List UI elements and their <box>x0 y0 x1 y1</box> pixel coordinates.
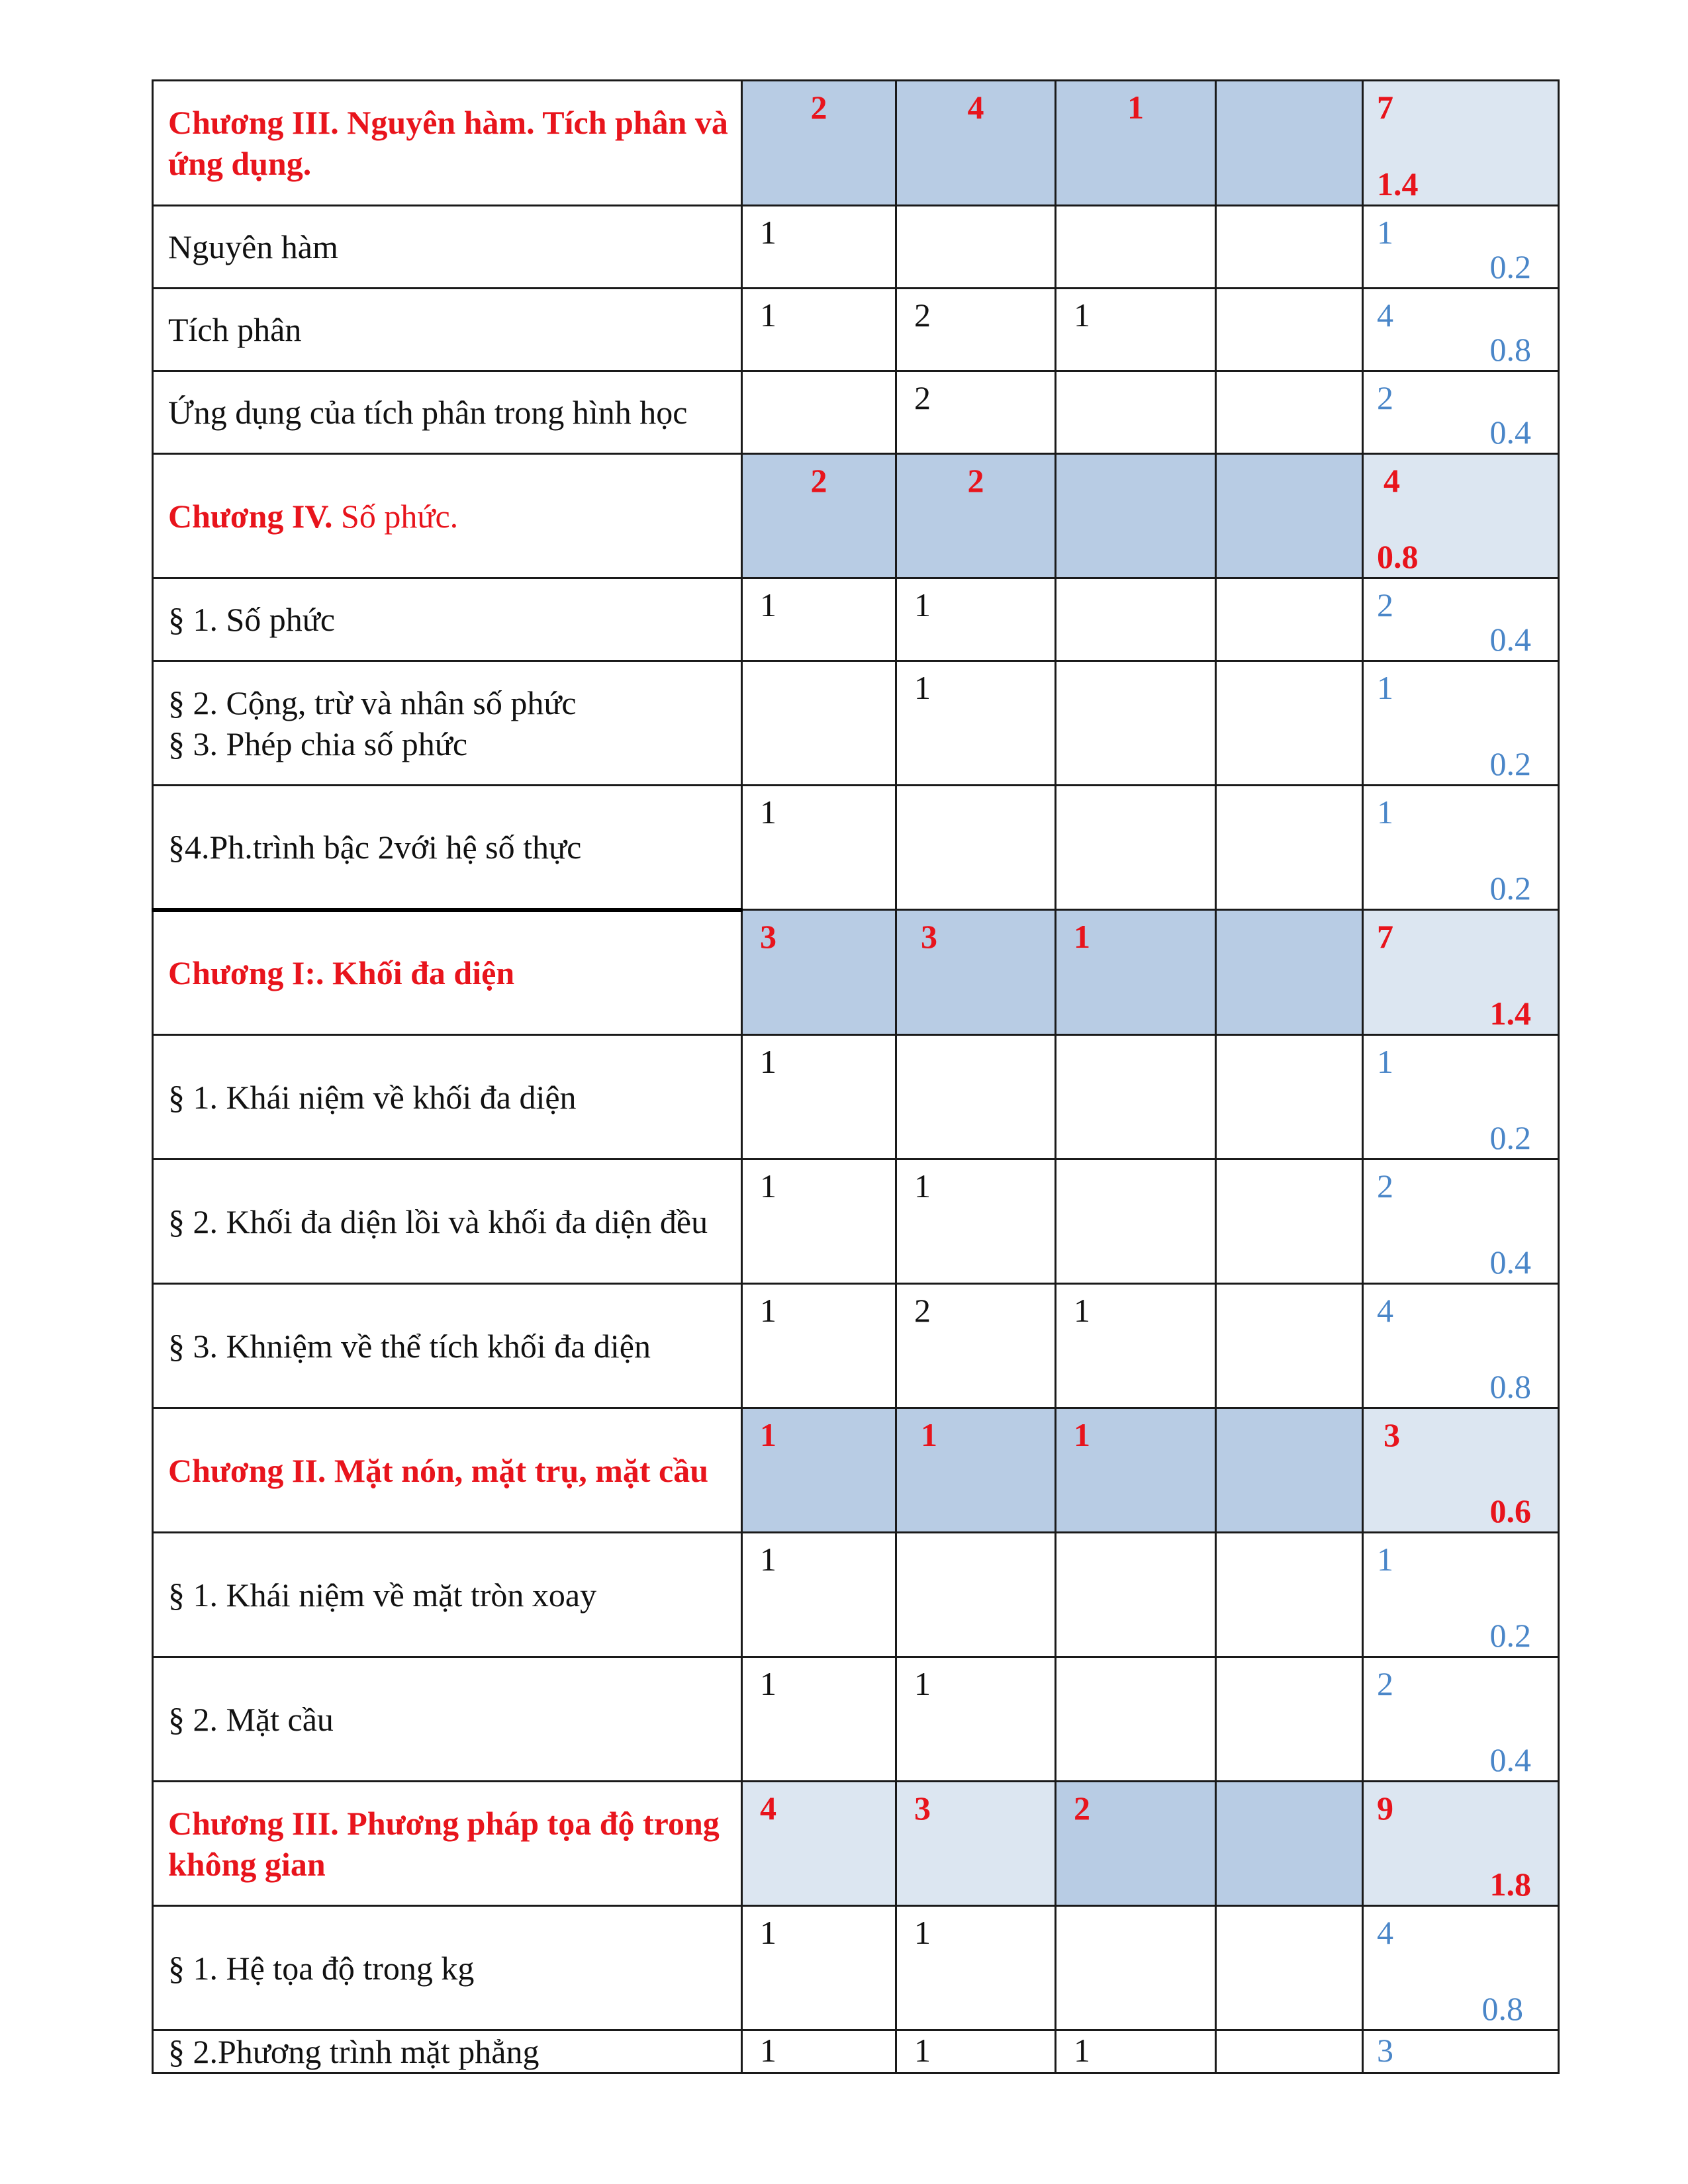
item-row <box>153 1657 1559 1782</box>
total-score: 0.4 <box>1489 621 1531 658</box>
total-count: 9 <box>1377 1790 1393 1827</box>
level-2-count: 1 <box>914 586 931 623</box>
item-title-cell <box>153 1906 742 2030</box>
level-3-count: 1 <box>1127 89 1144 126</box>
item-title-cell <box>153 1035 742 1160</box>
chapter-row <box>153 454 1559 578</box>
item-title: Nguyên hàm <box>168 228 338 265</box>
level-2-count: 1 <box>914 1167 931 1205</box>
total-score: 0.6 <box>1489 1492 1531 1529</box>
item-title-cell <box>153 578 742 661</box>
total-count: 2 <box>1377 1167 1393 1205</box>
level-2-cell <box>896 81 1056 206</box>
item-title: §4.Ph.trình bậc 2với hệ số thực <box>168 828 582 866</box>
total-count: 7 <box>1377 918 1393 955</box>
item-title: § 1. Số phức <box>168 601 336 638</box>
level-2-count: 1 <box>914 1665 931 1702</box>
level-2-count: 3 <box>914 1790 931 1827</box>
total-cell <box>1363 578 1559 661</box>
level-3-count: 1 <box>1074 1416 1090 1453</box>
total-cell <box>1363 1284 1559 1408</box>
level-2-count: 4 <box>967 89 984 126</box>
chapter-title-cell <box>153 81 742 206</box>
level-4-cell <box>1216 81 1363 206</box>
item-row <box>153 786 1559 910</box>
level-2-count: 1 <box>914 1914 931 1951</box>
total-cell <box>1363 206 1559 289</box>
item-title-cell <box>153 661 742 786</box>
level-3-count: 1 <box>1074 296 1090 334</box>
item-row <box>153 371 1559 454</box>
total-score: 0.4 <box>1489 1244 1531 1281</box>
item-row <box>153 578 1559 661</box>
total-cell <box>1363 1533 1559 1657</box>
total-count: 4 <box>1377 296 1393 334</box>
level-1-count: 1 <box>760 2032 776 2069</box>
total-count: 1 <box>1377 1541 1393 1578</box>
level-3-count: 2 <box>1074 1790 1090 1827</box>
chapter-row <box>153 81 1559 206</box>
level-1-count: 1 <box>760 214 776 251</box>
total-score: 1.4 <box>1489 995 1531 1032</box>
item-title: Tích phân <box>168 311 302 348</box>
total-cell <box>1363 289 1559 371</box>
exam-matrix-table <box>152 79 1560 2074</box>
total-count: 1 <box>1377 1043 1393 1080</box>
total-cell <box>1363 661 1559 786</box>
chapter-title-cell <box>153 454 742 578</box>
total-cell <box>1363 1035 1559 1160</box>
item-title: § 1. Khái niệm về mặt tròn xoay <box>168 1576 597 1614</box>
total-cell <box>1363 2030 1559 2073</box>
total-count: 1 <box>1377 794 1393 831</box>
chapter-title-cell <box>153 1408 742 1533</box>
level-2-count: 2 <box>914 1292 931 1329</box>
total-count: 4 <box>1377 1914 1393 1951</box>
level-1-count: 1 <box>760 1043 776 1080</box>
total-score: 0.8 <box>1481 1990 1523 2027</box>
item-row <box>153 289 1559 371</box>
total-count: 3 <box>1383 1416 1400 1453</box>
total-score: 1.4 <box>1377 165 1419 203</box>
chapter-title-bold: Chương IV. <box>168 497 333 535</box>
level-1-count: 1 <box>760 1541 776 1578</box>
total-cell <box>1363 1782 1559 1906</box>
level-2-count: 2 <box>914 296 931 334</box>
item-title-cell <box>153 1160 742 1284</box>
chapter-title: Chương I:. Khối đa diện <box>168 954 515 991</box>
total-score: 0.2 <box>1489 745 1531 782</box>
item-row <box>153 661 1559 786</box>
item-row <box>153 206 1559 289</box>
total-count: 2 <box>1377 586 1393 623</box>
item-title: § 2. Cộng, trừ và nhân số phức § 3. Phép chia số phức <box>168 684 577 762</box>
level-1-count: 2 <box>810 89 827 126</box>
level-3-count: 1 <box>1074 918 1090 955</box>
item-title-cell <box>153 1657 742 1782</box>
level-1-count: 1 <box>760 1914 776 1951</box>
chapter-title-cell <box>153 1782 742 1906</box>
total-cell <box>1363 1906 1559 2030</box>
total-score: 0.8 <box>1489 331 1531 368</box>
total-score: 1.8 <box>1489 1866 1531 1903</box>
item-title-cell <box>153 1284 742 1408</box>
total-count: 2 <box>1377 379 1393 416</box>
item-row <box>153 1160 1559 1284</box>
chapter-title <box>168 496 730 537</box>
item-title-cell <box>153 1533 742 1657</box>
item-row <box>153 2030 1559 2073</box>
total-cell <box>1363 1657 1559 1782</box>
item-title-cell <box>153 206 742 289</box>
level-1-count: 1 <box>760 1292 776 1329</box>
level-1-count: 1 <box>760 586 776 623</box>
level-2-count: 2 <box>967 462 984 499</box>
total-score: 0.2 <box>1489 870 1531 907</box>
chapter-row <box>153 910 1559 1035</box>
total-cell <box>1363 81 1559 206</box>
total-score: 0.2 <box>1489 1617 1531 1654</box>
chapter-row <box>153 1408 1559 1533</box>
level-3-count: 1 <box>1074 2032 1090 2069</box>
item-title: § 1. Khái niệm về khối đa diện <box>168 1078 577 1116</box>
total-score: 0.2 <box>1489 1119 1531 1156</box>
total-score: 0.8 <box>1377 538 1419 575</box>
total-score: 0.4 <box>1489 1741 1531 1778</box>
item-row <box>153 1533 1559 1657</box>
total-count: 1 <box>1377 669 1393 706</box>
item-title: § 1. Hệ tọa độ trong kg <box>168 1949 475 1987</box>
level-1-count: 1 <box>760 296 776 334</box>
item-title: Ứng dụng của tích phân trong hình học <box>168 394 688 431</box>
total-score: 0.4 <box>1489 414 1531 451</box>
level-1-count: 2 <box>810 462 827 499</box>
level-1-count: 1 <box>760 794 776 831</box>
level-1-cell <box>742 81 896 206</box>
level-1-count: 4 <box>760 1790 776 1827</box>
total-score: 0.2 <box>1489 248 1531 285</box>
level-2-count: 2 <box>914 379 931 416</box>
level-1-count: 1 <box>760 1167 776 1205</box>
total-cell <box>1363 786 1559 910</box>
total-count: 4 <box>1383 462 1400 499</box>
total-count: 1 <box>1377 214 1393 251</box>
chapter-title: Chương II. Mặt nón, mặt trụ, mặt cầu <box>168 1451 709 1489</box>
chapter-title: Chương III. Nguyên hàm. Tích phân và ứng dụng. <box>168 104 728 182</box>
total-cell <box>1363 454 1559 578</box>
total-score: 0.8 <box>1489 1368 1531 1405</box>
level-2-count: 3 <box>921 918 937 955</box>
item-title: § 2.Phương trình mặt phẳng <box>168 2033 539 2070</box>
item-row <box>153 1284 1559 1408</box>
item-title: § 2. Khối đa diện lồi và khối đa diện đều <box>168 1203 708 1240</box>
total-count: 2 <box>1377 1665 1393 1702</box>
total-count: 7 <box>1377 89 1393 126</box>
item-row <box>153 1035 1559 1160</box>
item-title-cell <box>153 371 742 454</box>
level-1-count: 1 <box>760 1416 776 1453</box>
level-2-count: 1 <box>914 669 931 706</box>
level-2-count: 1 <box>921 1416 937 1453</box>
level-1-count: 3 <box>760 918 776 955</box>
item-title-cell <box>153 2030 742 2073</box>
item-title: § 2. Mặt cầu <box>168 1700 334 1738</box>
chapter-title-rest: Số phức. <box>332 497 459 535</box>
item-title-cell <box>153 289 742 371</box>
total-count: 4 <box>1377 1292 1393 1329</box>
item-row <box>153 1906 1559 2030</box>
level-3-cell <box>1056 81 1216 206</box>
chapter-title-cell <box>153 910 742 1035</box>
total-cell <box>1363 371 1559 454</box>
total-cell <box>1363 910 1559 1035</box>
total-count: 3 <box>1377 2032 1393 2069</box>
total-cell <box>1363 1408 1559 1533</box>
level-1-count: 1 <box>760 1665 776 1702</box>
level-3-count: 1 <box>1074 1292 1090 1329</box>
total-cell <box>1363 1160 1559 1284</box>
item-title-cell <box>153 786 742 910</box>
chapter-row <box>153 1782 1559 1906</box>
item-title: § 3. Khniệm về thể tích khối đa diện <box>168 1327 651 1365</box>
chapter-title: Chương III. Phương pháp tọa độ trong không gian <box>168 1804 720 1883</box>
level-2-count: 1 <box>914 2032 931 2069</box>
